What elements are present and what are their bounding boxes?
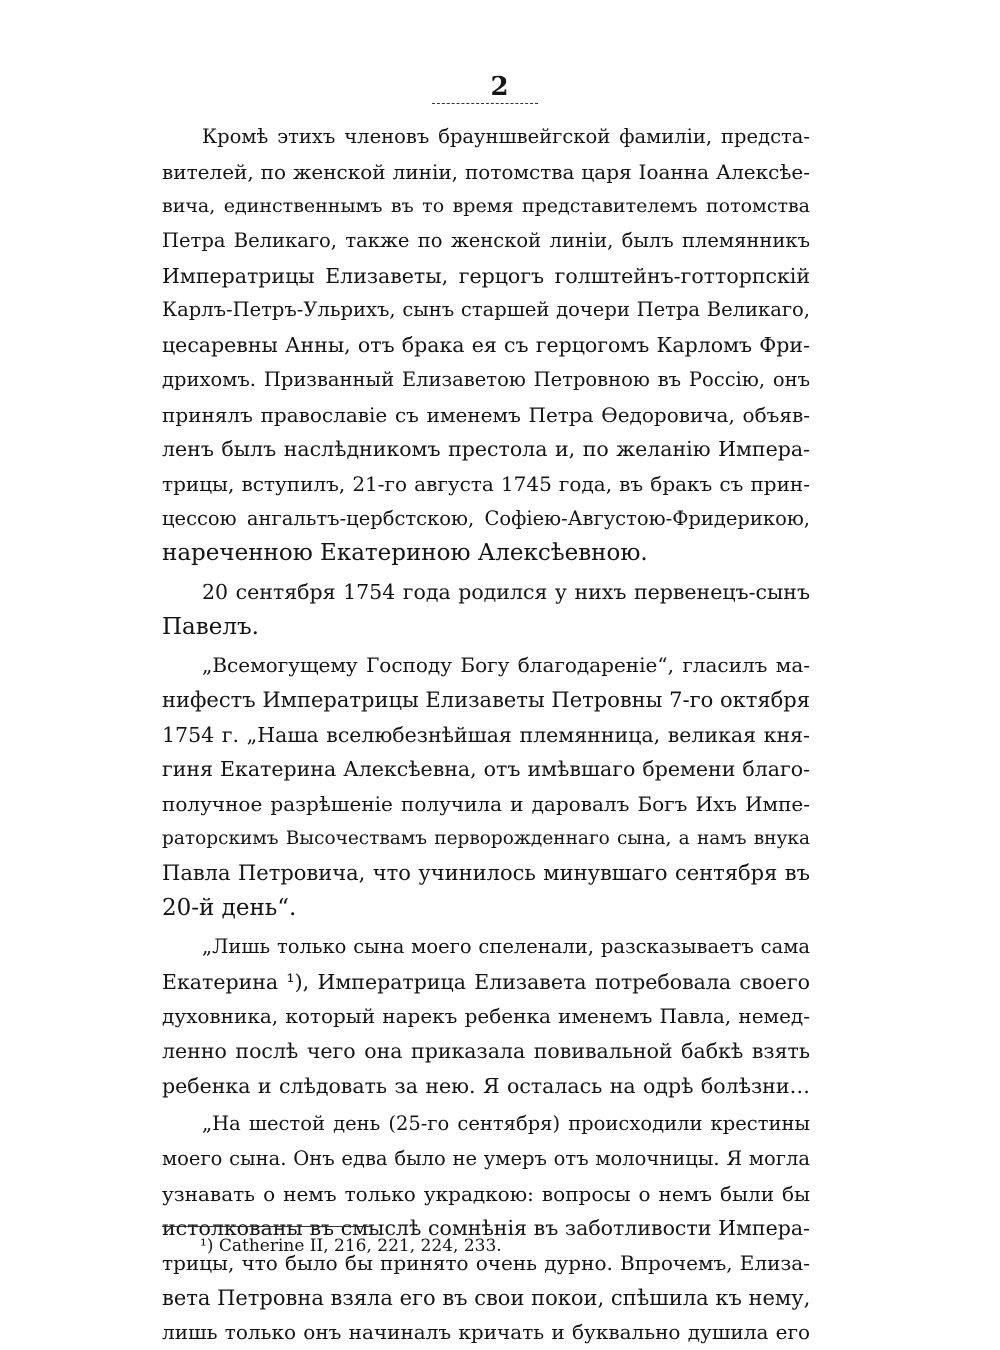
paragraph-2 bbox=[162, 575, 810, 644]
text-line: Петра Великаго, также по женской линіи, былъ племянникъ bbox=[162, 229, 810, 253]
paragraph-5 bbox=[162, 1107, 810, 1350]
text-line: истолкованы въ смыслѣ сомнѣнія въ заботливости Импера- bbox=[162, 1216, 810, 1241]
paragraph-3 bbox=[162, 648, 810, 926]
text-line: ребенка и слѣдовать за нею. Я осталась на одрѣ болѣзни… bbox=[162, 1073, 810, 1098]
text-line: 1754 г. „Наша вселюбезнѣйшая племянница, великая кня- bbox=[162, 722, 810, 747]
text-line: лишь только онъ начиналъ кричать и буквально душила его bbox=[162, 1320, 810, 1345]
text-line: „Всемогущему Господу Богу благодареніе“, гласилъ ма- bbox=[202, 653, 810, 678]
text-line: Императрицы Елизаветы, герцогъ голштейнъ-готторпскій bbox=[162, 263, 810, 288]
text-line: моего сына. Онъ едва было не умеръ отъ молочницы. Я могла bbox=[162, 1146, 810, 1170]
text-line: цессою ангальтъ-цербстскою, Софіею-Августою-Фридерикою, bbox=[162, 506, 810, 530]
paragraph-4 bbox=[162, 930, 810, 1103]
text-line: „Лишь только сына моего спеленали, разсказываетъ сама bbox=[202, 934, 810, 958]
paragraph-1 bbox=[162, 120, 810, 571]
text-line: вета Петровна взяла его въ свои покои, спѣшила къ нему, bbox=[162, 1285, 810, 1310]
text-line: получное разрѣшеніе получила и даровалъ Богъ Ихъ Импе- bbox=[162, 792, 810, 817]
footnote: ¹) Catherine II, 216, 221, 224, 233. bbox=[200, 1236, 502, 1256]
text-line: нифестъ Императрицы Елизаветы Петровны 7-го октября bbox=[162, 688, 810, 712]
text-line: раторскимъ Высочествамъ перворожденнаго сына, а намъ внука bbox=[162, 827, 810, 849]
text-line: вителей, по женской линіи, потомства царя Іоанна Алексѣе- bbox=[162, 159, 810, 184]
text-line: Павла Петровича, что учинилось минувшаго сентября въ bbox=[162, 861, 810, 886]
page-number-rule bbox=[432, 103, 538, 104]
text-line: трицы, вступилъ, 21-го августа 1745 года, въ бракъ съ прин- bbox=[162, 471, 810, 496]
text-line: вича, единственнымъ въ то время представителемъ потомства bbox=[162, 195, 810, 218]
text-line: „На шестой день (25-го сентября) происходили крестины bbox=[202, 1112, 810, 1136]
text-line: ленъ былъ наслѣдникомъ престола и, по желанію Импера- bbox=[162, 437, 810, 462]
text-line: узнавать о немъ только украдкою: вопросы о немъ были бы bbox=[162, 1181, 810, 1206]
text-line: цесаревны Анны, отъ брака ея съ герцогомъ Карломъ Фри- bbox=[162, 333, 810, 358]
text-line: 20 сентября 1754 года родился у нихъ первенецъ-сынъ bbox=[202, 579, 810, 604]
text-line: духовника, который нарекъ ребенка именемъ Павла, немед- bbox=[162, 1004, 810, 1029]
text-line: ленно послѣ чего она приказала повивальной бабкѣ взять bbox=[162, 1038, 810, 1063]
text-line: гиня Екатерина Алексѣевна, отъ имѣвшаго бремени благо- bbox=[162, 757, 810, 782]
text-line: трицы, что было бы принято очень дурно. Впрочемъ, Елиза- bbox=[162, 1251, 810, 1275]
text-line: нареченною Екатериною Алексѣевною. bbox=[162, 540, 648, 567]
text-line: Карлъ-Петръ-Ульрихъ, сынъ старшей дочери Петра Великаго, bbox=[162, 298, 810, 322]
footnote-rule bbox=[162, 1226, 372, 1227]
text-line: Кромѣ этихъ членовъ брауншвейгской фамиліи, предста- bbox=[202, 125, 810, 148]
body-text bbox=[162, 120, 810, 1350]
text-line: дрихомъ. Призванный Елизаветою Петровною въ Россію, онъ bbox=[162, 367, 810, 391]
text-line: принялъ православіе съ именемъ Петра Ѳедоровича, объяв- bbox=[162, 402, 810, 427]
text-line: 20-й день“. bbox=[162, 895, 297, 922]
page-number: 2 bbox=[490, 72, 510, 102]
text-line: Екатерина ¹), Императрица Елизавета потребовала своего bbox=[162, 969, 810, 994]
text-line: Павелъ. bbox=[162, 613, 259, 640]
